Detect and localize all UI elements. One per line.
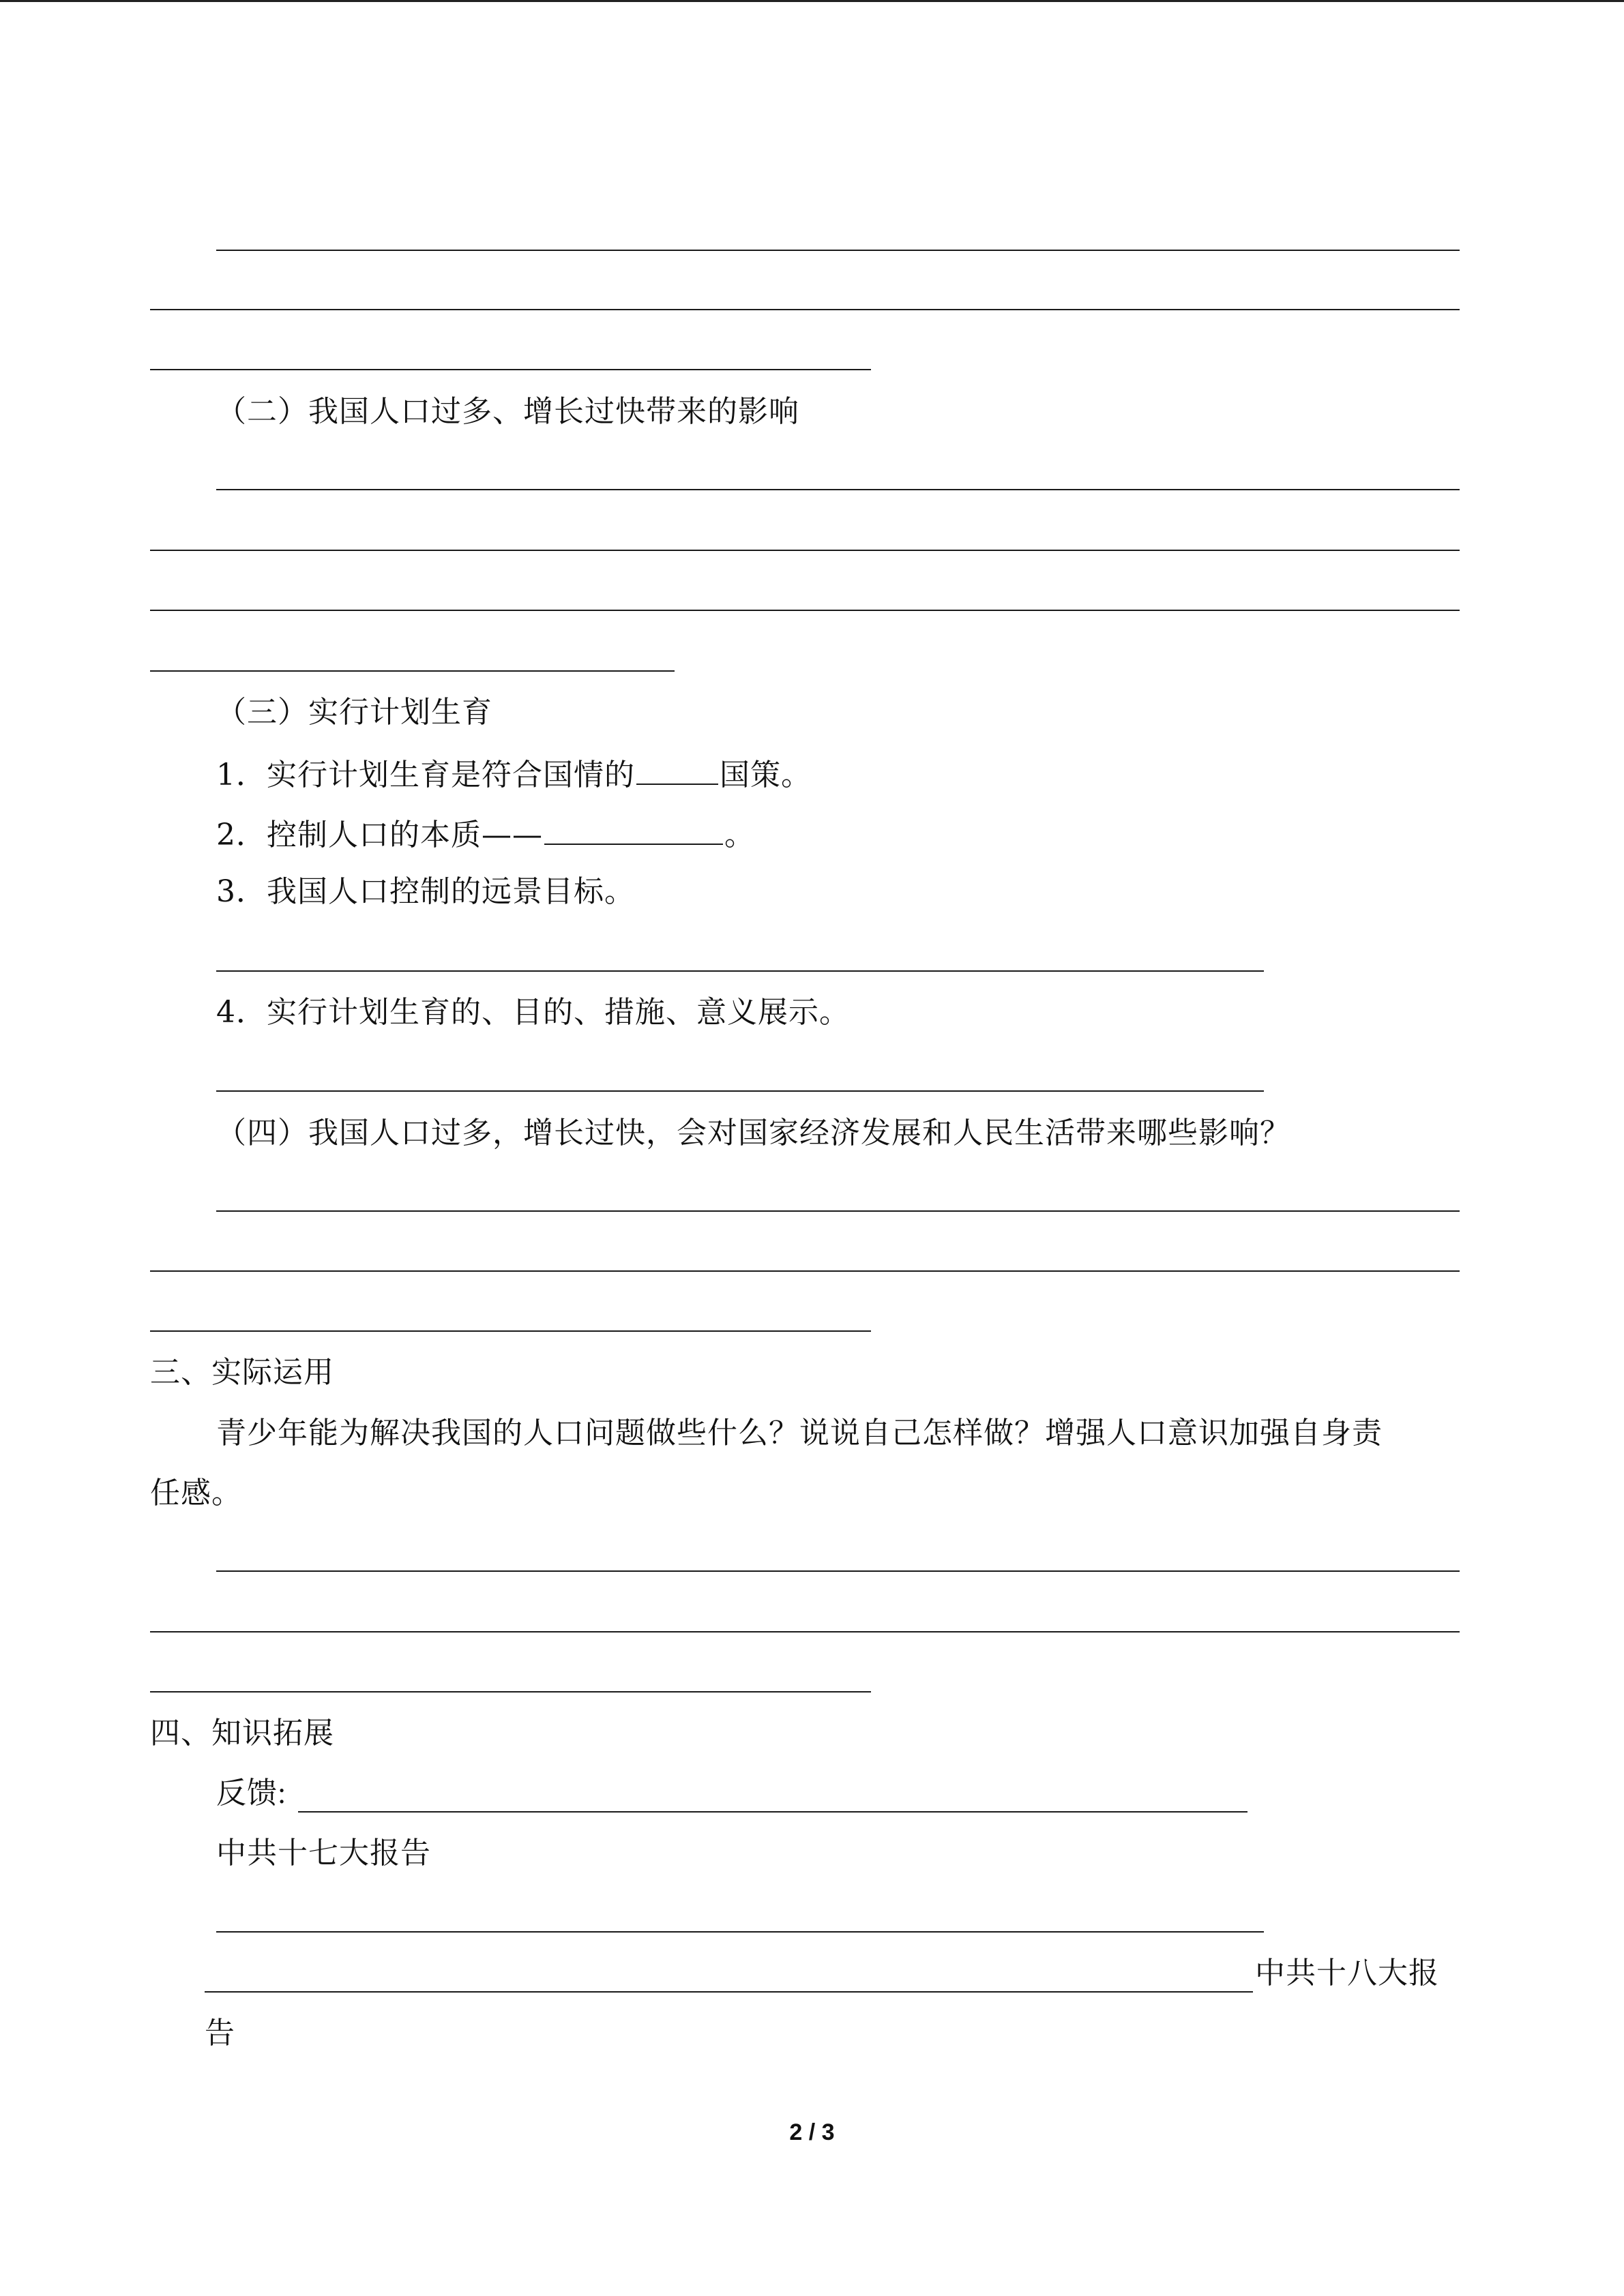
answer-line (216, 489, 1460, 490)
answer-line (216, 1210, 1460, 1212)
item-2-text: 2．控制人口的本质—— (216, 818, 543, 852)
question-text-wrap: 任感。 (150, 1476, 242, 1510)
answer-line (216, 970, 1264, 972)
answer-line (150, 1270, 1460, 1272)
section-heading-3: 三、实际运用 (150, 1355, 334, 1390)
fill-blank[interactable] (544, 814, 723, 845)
item-2 (216, 814, 755, 854)
fill-blank[interactable] (636, 754, 718, 785)
item-1-suffix: 国策。 (720, 758, 812, 792)
page-number: 2 / 3 (789, 2119, 835, 2145)
report-17-label: 中共十七大报告 (216, 1836, 431, 1870)
subsection-title-4: （四）我国人口过多，增长过快，会对国家经济发展和人民生活带来哪些影响？ (216, 1116, 1290, 1150)
answer-line (150, 309, 1460, 310)
answer-line (150, 369, 871, 370)
item-3: 3．我国人口控制的远景目标。 (216, 874, 635, 909)
page-top-border (0, 0, 1624, 2)
section-heading-4: 四、知识拓展 (150, 1716, 334, 1750)
answer-line (150, 1691, 871, 1693)
report-18-label-wrap: 告 (205, 2016, 235, 2051)
answer-line (216, 1570, 1460, 1572)
item-1 (216, 754, 812, 794)
feedback-line[interactable] (298, 1811, 1247, 1813)
answer-line (205, 1991, 1253, 1993)
answer-line (150, 1330, 871, 1332)
answer-line (150, 610, 1460, 611)
answer-line (216, 250, 1460, 251)
item-2-suffix: 。 (724, 818, 755, 852)
answer-line (150, 550, 1460, 551)
subsection-title-2: （二）我国人口过多、增长过快带来的影响 (216, 394, 799, 429)
item-1-text: 1．实行计划生育是符合国情的 (216, 758, 635, 792)
answer-line (216, 1931, 1264, 1933)
report-18-label: 中共十八大报 (1255, 1956, 1439, 1991)
answer-line (150, 670, 675, 672)
answer-line (150, 1631, 1460, 1632)
subsection-title-3: （三）实行计划生育 (216, 695, 492, 730)
feedback-label: 反馈: (216, 1776, 287, 1810)
answer-line (216, 1090, 1264, 1092)
item-4: 4．实行计划生育的、目的、措施、意义展示。 (216, 995, 850, 1030)
question-text: 青少年能为解决我国的人口问题做些什么？说说自己怎样做？增强人口意识加强自身责 (216, 1416, 1383, 1450)
